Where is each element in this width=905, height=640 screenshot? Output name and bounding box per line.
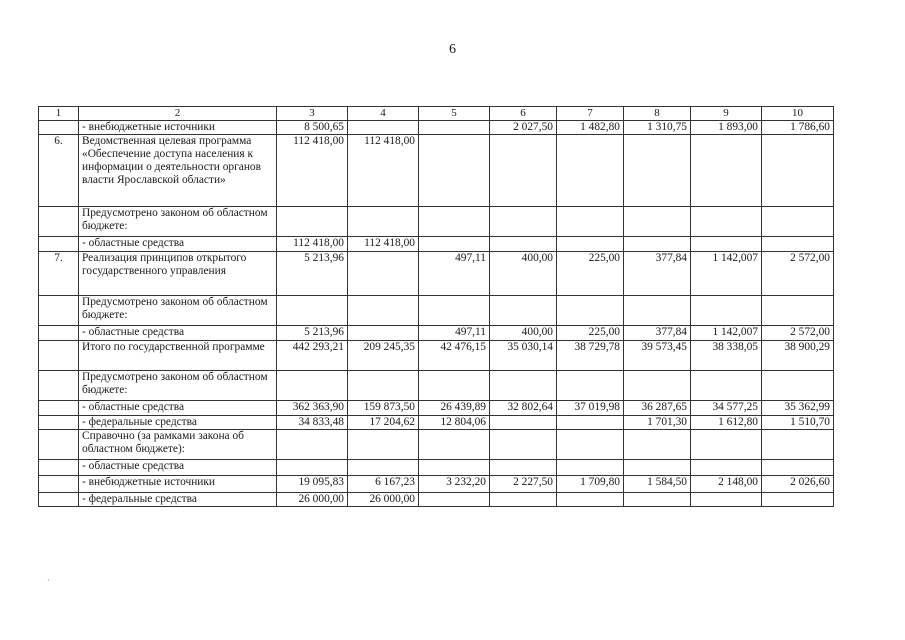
table-row xyxy=(39,371,834,401)
table-cell: 35 362,99 xyxy=(762,401,834,416)
table-cell xyxy=(348,460,419,476)
table-cell xyxy=(624,430,691,460)
table-cell: 5 213,96 xyxy=(277,326,348,341)
table-cell xyxy=(490,416,557,430)
table-cell xyxy=(348,121,419,135)
scan-mark: · xyxy=(47,576,50,585)
table-cell xyxy=(691,237,762,252)
table-cell xyxy=(762,135,834,207)
table-cell: 1 510,70 xyxy=(762,416,834,430)
table-cell: 2 572,00 xyxy=(762,326,834,341)
row-label: - областные средства xyxy=(79,401,277,416)
table-cell: 1 786,60 xyxy=(762,121,834,135)
table-cell: 39 573,45 xyxy=(624,341,691,371)
row-index xyxy=(39,341,79,371)
table-cell: 497,11 xyxy=(419,326,490,341)
table-cell xyxy=(348,430,419,460)
column-header: 4 xyxy=(348,107,419,121)
table-cell xyxy=(557,237,624,252)
table-row xyxy=(39,252,834,296)
table-cell xyxy=(557,371,624,401)
table-cell xyxy=(557,135,624,207)
row-index xyxy=(39,326,79,341)
table-row xyxy=(39,121,834,135)
table-cell: 1 482,80 xyxy=(557,121,624,135)
table-cell: 112 418,00 xyxy=(348,237,419,252)
table-cell: 2 026,60 xyxy=(762,476,834,493)
table-cell xyxy=(419,460,490,476)
row-label: Ведомственная целевая программа «Обеспечение доступа населения к информации о деятельности органов власти Ярославской области» xyxy=(79,135,277,207)
table-cell: 112 418,00 xyxy=(348,135,419,207)
table-cell xyxy=(691,460,762,476)
table-cell xyxy=(348,371,419,401)
table-cell xyxy=(691,296,762,326)
table-cell xyxy=(419,430,490,460)
table-cell: 377,84 xyxy=(624,252,691,296)
column-header: 3 xyxy=(277,107,348,121)
table-row xyxy=(39,401,834,416)
table-cell: 209 245,35 xyxy=(348,341,419,371)
table-cell xyxy=(419,371,490,401)
table-cell xyxy=(624,296,691,326)
table-cell: 34 577,25 xyxy=(691,401,762,416)
table-cell xyxy=(490,493,557,507)
table-cell: 6 167,23 xyxy=(348,476,419,493)
table-cell: 32 802,64 xyxy=(490,401,557,416)
table-row xyxy=(39,135,834,207)
table-cell xyxy=(419,296,490,326)
column-header: 5 xyxy=(419,107,490,121)
table-cell: 17 204,62 xyxy=(348,416,419,430)
table-cell: 1 584,50 xyxy=(624,476,691,493)
table-cell: 400,00 xyxy=(490,326,557,341)
table-cell xyxy=(691,430,762,460)
column-header: 7 xyxy=(557,107,624,121)
table-cell: 37 019,98 xyxy=(557,401,624,416)
table-cell: 112 418,00 xyxy=(277,135,348,207)
budget-table-wrapper xyxy=(38,106,834,507)
column-header: 8 xyxy=(624,107,691,121)
table-cell xyxy=(277,430,348,460)
table-cell: 362 363,90 xyxy=(277,401,348,416)
table-cell xyxy=(624,135,691,207)
table-cell xyxy=(624,460,691,476)
row-label: - областные средства xyxy=(79,326,277,341)
row-label: Предусмотрено законом об областном бюджете: xyxy=(79,207,277,237)
table-cell xyxy=(490,207,557,237)
table-cell xyxy=(762,296,834,326)
table-cell xyxy=(557,430,624,460)
table-cell xyxy=(490,430,557,460)
column-header: 1 xyxy=(39,107,79,121)
table-cell xyxy=(419,237,490,252)
table-cell xyxy=(762,207,834,237)
table-cell: 225,00 xyxy=(557,252,624,296)
table-row xyxy=(39,460,834,476)
table-cell: 497,11 xyxy=(419,252,490,296)
table-cell xyxy=(557,493,624,507)
table-cell: 19 095,83 xyxy=(277,476,348,493)
table-row xyxy=(39,416,834,430)
table-cell: 159 873,50 xyxy=(348,401,419,416)
table-cell xyxy=(348,296,419,326)
table-cell: 377,84 xyxy=(624,326,691,341)
table-cell: 1 142,007 xyxy=(691,252,762,296)
row-index: 6. xyxy=(39,135,79,207)
table-cell: 112 418,00 xyxy=(277,237,348,252)
table-cell: 8 500,65 xyxy=(277,121,348,135)
row-index xyxy=(39,460,79,476)
table-cell xyxy=(762,371,834,401)
table-cell xyxy=(557,460,624,476)
row-label: Реализация принципов открытого государственного управления xyxy=(79,252,277,296)
table-cell xyxy=(624,371,691,401)
row-label: - федеральные средства xyxy=(79,493,277,507)
table-cell xyxy=(277,460,348,476)
table-cell: 26 000,00 xyxy=(277,493,348,507)
column-header: 2 xyxy=(79,107,277,121)
table-cell: 1 701,30 xyxy=(624,416,691,430)
table-cell xyxy=(490,135,557,207)
row-label: - областные средства xyxy=(79,237,277,252)
row-index xyxy=(39,371,79,401)
row-index xyxy=(39,416,79,430)
table-row xyxy=(39,207,834,237)
row-index xyxy=(39,121,79,135)
row-index: 7. xyxy=(39,252,79,296)
row-index xyxy=(39,207,79,237)
table-row xyxy=(39,296,834,326)
table-cell xyxy=(419,121,490,135)
table-cell xyxy=(277,296,348,326)
column-header: 6 xyxy=(490,107,557,121)
table-row xyxy=(39,430,834,460)
table-cell: 1 310,75 xyxy=(624,121,691,135)
table-row xyxy=(39,341,834,371)
table-cell: 35 030,14 xyxy=(490,341,557,371)
table-cell xyxy=(419,135,490,207)
table-cell: 5 213,96 xyxy=(277,252,348,296)
table-cell xyxy=(691,371,762,401)
budget-table xyxy=(38,106,834,507)
table-cell: 38 338,05 xyxy=(691,341,762,371)
table-cell xyxy=(348,252,419,296)
column-header: 9 xyxy=(691,107,762,121)
table-cell xyxy=(762,460,834,476)
row-index xyxy=(39,430,79,460)
table-cell xyxy=(624,237,691,252)
table-cell xyxy=(490,237,557,252)
table-cell xyxy=(762,493,834,507)
table-row xyxy=(39,493,834,507)
table-cell xyxy=(624,493,691,507)
row-index xyxy=(39,476,79,493)
row-label: Справочно (за рамками закона об областном бюджете): xyxy=(79,430,277,460)
row-label: - областные средства xyxy=(79,460,277,476)
table-cell xyxy=(419,207,490,237)
table-cell xyxy=(348,207,419,237)
table-cell: 400,00 xyxy=(490,252,557,296)
row-label: Предусмотрено законом об областном бюджете: xyxy=(79,296,277,326)
table-cell: 26 439,89 xyxy=(419,401,490,416)
table-cell xyxy=(624,207,691,237)
table-cell: 34 833,48 xyxy=(277,416,348,430)
table-cell: 2 227,50 xyxy=(490,476,557,493)
table-cell: 1 142,007 xyxy=(691,326,762,341)
table-cell xyxy=(419,493,490,507)
table-cell xyxy=(691,207,762,237)
table-cell: 38 900,29 xyxy=(762,341,834,371)
table-cell xyxy=(557,296,624,326)
table-cell xyxy=(762,430,834,460)
table-cell: 2 572,00 xyxy=(762,252,834,296)
table-cell: 38 729,78 xyxy=(557,341,624,371)
table-cell: 3 232,20 xyxy=(419,476,490,493)
row-label: Итого по государственной программе xyxy=(79,341,277,371)
header-row xyxy=(39,107,834,121)
table-cell xyxy=(277,207,348,237)
table-cell xyxy=(348,326,419,341)
table-cell xyxy=(691,135,762,207)
table-cell xyxy=(762,237,834,252)
table-cell xyxy=(490,460,557,476)
row-label: - федеральные средства xyxy=(79,416,277,430)
table-row xyxy=(39,476,834,493)
table-cell: 1 893,00 xyxy=(691,121,762,135)
table-cell: 36 287,65 xyxy=(624,401,691,416)
table-cell xyxy=(691,493,762,507)
row-index xyxy=(39,493,79,507)
column-header: 10 xyxy=(762,107,834,121)
table-cell: 2 027,50 xyxy=(490,121,557,135)
table-cell xyxy=(557,416,624,430)
table-cell: 1 612,80 xyxy=(691,416,762,430)
table-cell: 1 709,80 xyxy=(557,476,624,493)
table-cell xyxy=(277,371,348,401)
row-index xyxy=(39,401,79,416)
row-index xyxy=(39,296,79,326)
table-cell: 12 804,06 xyxy=(419,416,490,430)
row-label: - внебюджетные источники xyxy=(79,476,277,493)
table-row xyxy=(39,237,834,252)
row-label: - внебюджетные источники xyxy=(79,121,277,135)
table-row xyxy=(39,326,834,341)
table-cell: 26 000,00 xyxy=(348,493,419,507)
page-number: 6 xyxy=(449,42,456,57)
table-cell: 442 293,21 xyxy=(277,341,348,371)
row-index xyxy=(39,237,79,252)
row-label: Предусмотрено законом об областном бюджете: xyxy=(79,371,277,401)
table-cell: 225,00 xyxy=(557,326,624,341)
table-cell xyxy=(557,207,624,237)
table-cell: 42 476,15 xyxy=(419,341,490,371)
table-cell: 2 148,00 xyxy=(691,476,762,493)
table-cell xyxy=(490,371,557,401)
table-cell xyxy=(490,296,557,326)
